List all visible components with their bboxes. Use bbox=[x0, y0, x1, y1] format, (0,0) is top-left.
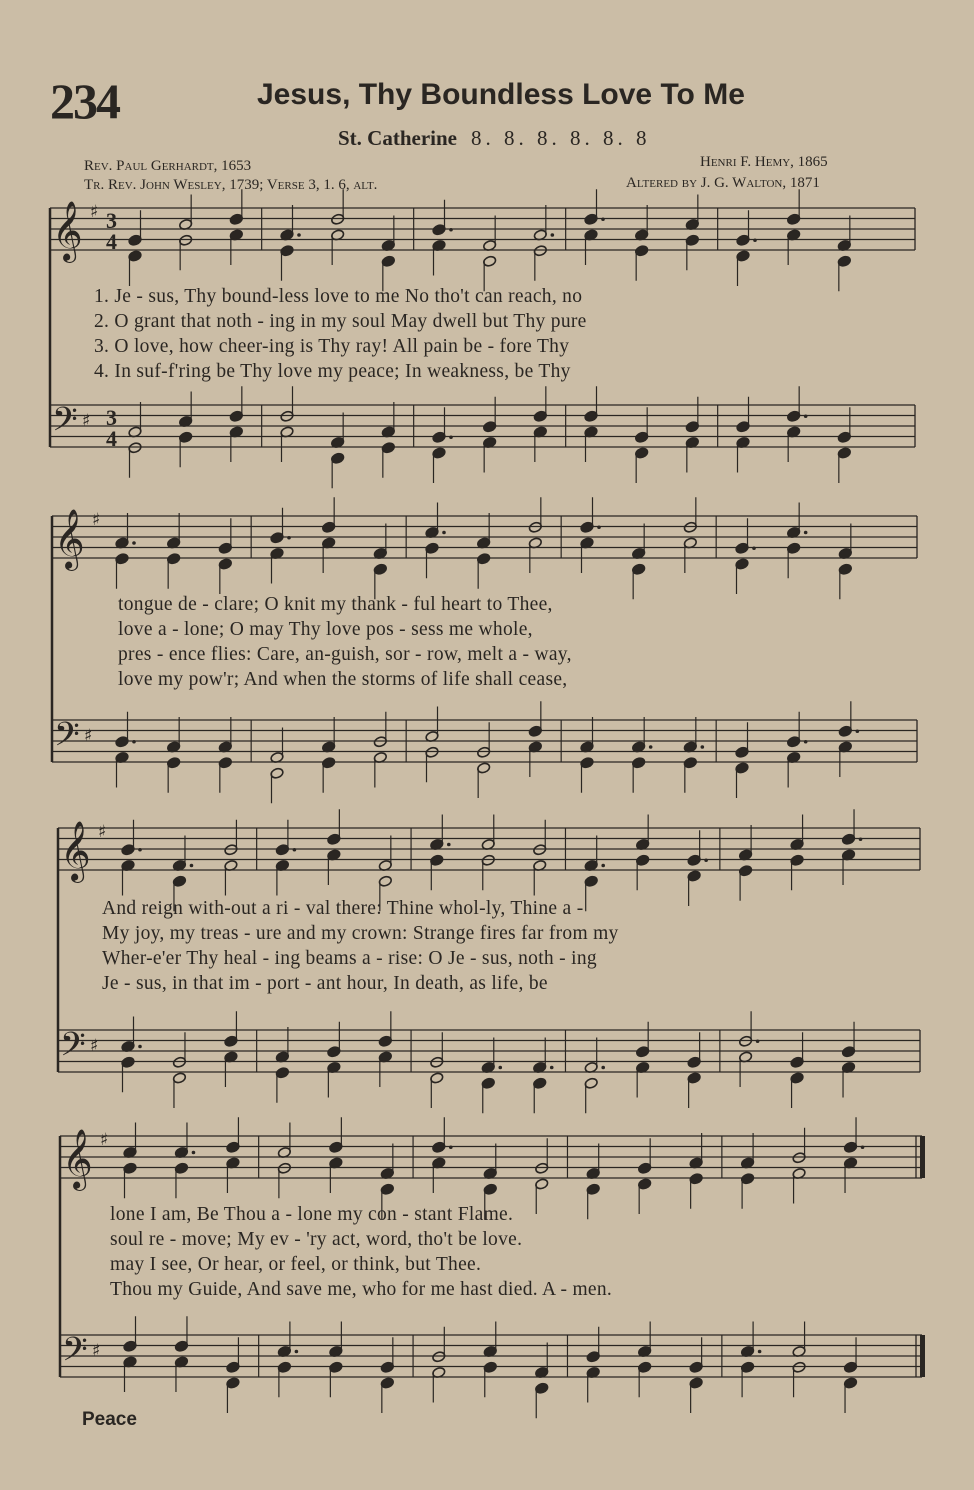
dot bbox=[550, 1066, 554, 1070]
dot bbox=[293, 848, 297, 852]
dot bbox=[138, 848, 142, 852]
dot bbox=[138, 1045, 142, 1049]
dot bbox=[601, 1066, 605, 1070]
dot bbox=[601, 217, 605, 221]
dot bbox=[752, 546, 756, 550]
lyric-line: soul re - move; My ev - 'ry act, word, tho't be love. bbox=[110, 1229, 523, 1250]
time-signature: 4 bbox=[106, 229, 117, 254]
dot bbox=[297, 233, 301, 237]
dot bbox=[190, 864, 194, 868]
dot bbox=[756, 1039, 760, 1043]
dot bbox=[192, 1151, 196, 1155]
dot bbox=[753, 238, 757, 242]
key-signature-sharp: ♯ bbox=[100, 1130, 109, 1150]
key-signature-sharp: ♯ bbox=[92, 1341, 101, 1361]
dot bbox=[295, 1350, 299, 1354]
dot bbox=[498, 1066, 502, 1070]
dot bbox=[859, 837, 863, 841]
lyric-line: 4. In suf-f'ring be Thy love my peace; In weakness, be Thy bbox=[94, 361, 571, 382]
dot bbox=[287, 536, 291, 540]
time-signature: 3 bbox=[106, 405, 117, 430]
treble-clef: 𝄞 bbox=[62, 1129, 93, 1189]
dot bbox=[601, 864, 605, 868]
lyric-line: Thou my Guide, And save me, who for me hast died. A - men. bbox=[110, 1279, 613, 1300]
key-signature-sharp: ♯ bbox=[90, 1036, 99, 1056]
bass-clef: 𝄢 bbox=[62, 1331, 88, 1377]
dot bbox=[449, 228, 453, 232]
dot bbox=[597, 525, 601, 529]
dot bbox=[442, 531, 446, 535]
dot bbox=[449, 435, 453, 439]
dot bbox=[758, 1350, 762, 1354]
bass-clef: 𝄢 bbox=[52, 401, 78, 447]
footer-tune-name: Peace bbox=[82, 1409, 137, 1430]
key-signature-sharp: ♯ bbox=[92, 510, 101, 530]
dot bbox=[132, 740, 136, 744]
key-signature-sharp: ♯ bbox=[82, 411, 91, 431]
arranger-credit: Altered by J. G. Walton, 1871 bbox=[626, 175, 820, 191]
key-signature-sharp: ♯ bbox=[84, 726, 93, 746]
lyric-line: love a - lone; O may Thy love pos - sess me whole, bbox=[118, 619, 533, 640]
key-signature-sharp: ♯ bbox=[98, 822, 107, 842]
treble-clef: 𝄞 bbox=[52, 201, 83, 261]
dot bbox=[804, 414, 808, 418]
lyric-line: lone I am, Be Thou a - lone my con - stant Flame. bbox=[110, 1204, 514, 1225]
meter: 8. 8. 8. 8. 8. 8 bbox=[471, 126, 651, 150]
dot bbox=[649, 745, 653, 749]
lyric-line: Je - sus, in that im - port - ant hour, In death, as life, be bbox=[102, 973, 548, 994]
composer-credit: Henri F. Hemy, 1865 bbox=[700, 154, 828, 170]
translator-credit: Tr. Rev. John Wesley, 1739; Verse 3, 1. 6, alt. bbox=[84, 177, 378, 193]
dot bbox=[701, 745, 705, 749]
lyric-line: 2. O grant that noth - ing in my soul May dwell but Thy pure bbox=[94, 311, 587, 332]
dot bbox=[132, 541, 136, 545]
lyric-line: 3. O love, how cheer-ing is Thy ray! All pain be - fore Thy bbox=[94, 336, 570, 357]
key-signature-sharp: ♯ bbox=[90, 202, 99, 222]
lyric-line: And reign with-out a ri - val there: Thine whol-ly, Thine a - bbox=[102, 898, 584, 919]
final-bar-thick bbox=[920, 1136, 925, 1178]
final-bar-thick bbox=[920, 1335, 925, 1377]
lyric-line: may I see, Or hear, or feel, or think, but Thee. bbox=[110, 1254, 482, 1275]
tune-name: St. Catherine bbox=[338, 126, 457, 150]
dot bbox=[804, 531, 808, 535]
dot bbox=[447, 843, 451, 847]
lyric-line: love my pow'r; And when the storms of life shall cease, bbox=[118, 669, 568, 690]
lyric-line: 1. Je - sus, Thy bound-less love to me No tho't can reach, no bbox=[94, 286, 583, 307]
dot bbox=[804, 740, 808, 744]
hymn-title: Jesus, Thy Boundless Love To Me bbox=[257, 78, 745, 111]
time-signature: 3 bbox=[106, 208, 117, 233]
lyric-line: tongue de - clare; O knit my thank - ful heart to Thee, bbox=[118, 594, 553, 615]
dot bbox=[449, 1145, 453, 1149]
dot bbox=[856, 729, 860, 733]
hymn-number: 234 bbox=[50, 73, 119, 129]
author-credit: Rev. Paul Gerhardt, 1653 bbox=[84, 158, 252, 174]
time-signature: 4 bbox=[106, 426, 117, 451]
dot bbox=[551, 233, 555, 237]
bass-clef: 𝄢 bbox=[54, 716, 80, 762]
dot bbox=[861, 1145, 865, 1149]
lyric-line: Wher-e'er Thy heal - ing beams a - rise: O Je - sus, noth - ing bbox=[102, 948, 597, 969]
dot bbox=[704, 858, 708, 862]
treble-clef: 𝄞 bbox=[60, 821, 91, 881]
treble-clef: 𝄞 bbox=[54, 509, 85, 569]
lyric-line: pres - ence flies: Care, an-guish, sor - row, melt a - way, bbox=[118, 644, 572, 665]
bass-clef: 𝄢 bbox=[60, 1026, 86, 1072]
lyric-line: My joy, my treas - ure and my crown: Strange fires far from my bbox=[102, 923, 619, 944]
